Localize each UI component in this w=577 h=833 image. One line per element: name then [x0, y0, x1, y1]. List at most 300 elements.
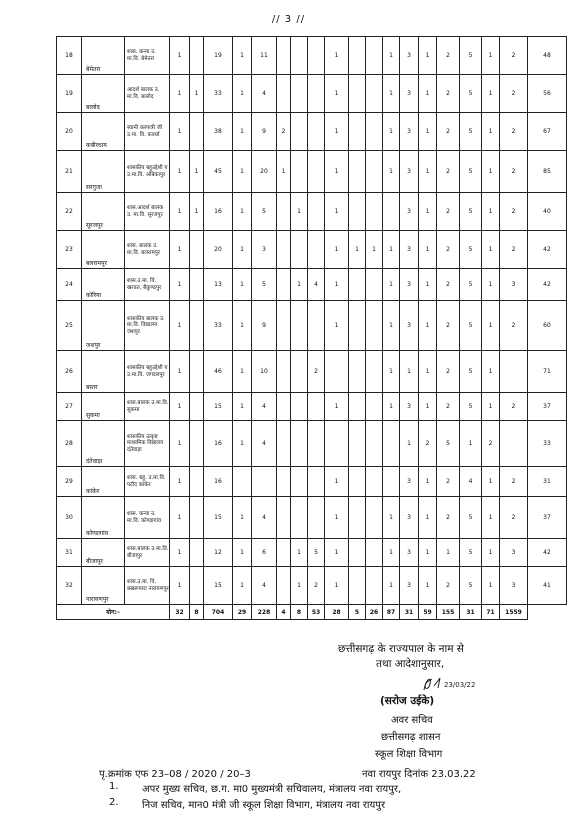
table-cell: 1	[482, 539, 500, 567]
table-cell: 1	[233, 75, 252, 113]
table-cell: 1	[170, 393, 190, 421]
table-cell: 1	[482, 393, 500, 421]
table-cell: 1	[419, 269, 437, 301]
table-cell: 6	[252, 539, 277, 567]
table-cell: 1	[419, 113, 437, 151]
table-cell	[325, 421, 349, 467]
table-cell: 1	[383, 567, 400, 605]
department-govt: छत्तीसगढ़ शासन	[381, 732, 441, 743]
table-cell: 1	[419, 567, 437, 605]
table-cell	[349, 393, 366, 421]
table-cell: 38	[204, 113, 233, 151]
table-cell	[325, 351, 349, 393]
table-cell	[291, 467, 308, 497]
table-cell: 3	[400, 151, 419, 193]
district-name: बीजापुर	[82, 539, 125, 567]
table-cell: 1	[325, 75, 349, 113]
table-cell: 1	[383, 497, 400, 539]
district-name: नारायणपुर	[82, 567, 125, 605]
table-cell: 42	[528, 539, 567, 567]
table-cell: 3	[400, 467, 419, 497]
table-cell: 1	[190, 75, 204, 113]
table-cell: 1	[482, 231, 500, 269]
table-cell	[349, 151, 366, 193]
table-cell: 1	[170, 421, 190, 467]
table-cell: 2	[277, 113, 291, 151]
table-cell: 1	[383, 231, 400, 269]
table-cell: 5	[460, 497, 482, 539]
table-cell	[366, 393, 383, 421]
table-row	[57, 193, 567, 231]
table-cell: 2	[482, 421, 500, 467]
table-cell	[366, 567, 383, 605]
table-cell: 5	[308, 539, 325, 567]
table-cell: 2	[500, 467, 528, 497]
district-name: कांकेर	[82, 467, 125, 497]
total-cell: 704	[204, 605, 233, 620]
table-cell: 2	[500, 497, 528, 539]
school-name: शास. कन्या उ. मा.वि. कोण्डागांव	[125, 497, 170, 539]
table-cell	[277, 393, 291, 421]
total-cell: 59	[419, 605, 437, 620]
table-cell: 1	[233, 351, 252, 393]
table-cell: 85	[528, 151, 567, 193]
handwritten-signature	[418, 674, 490, 694]
table-cell: 1	[233, 193, 252, 231]
table-cell	[308, 37, 325, 75]
table-cell: 1	[325, 37, 349, 75]
table-cell: 1	[170, 231, 190, 269]
table-cell: 1	[291, 193, 308, 231]
place-date: नवा रायपुर दिनांक 23.03.22	[362, 769, 476, 780]
table-cell	[277, 75, 291, 113]
table-cell	[366, 421, 383, 467]
table-cell	[366, 75, 383, 113]
total-cell: 87	[383, 605, 400, 620]
signatory-name: (सरोज उईके)	[380, 695, 435, 707]
district-name: बालोद	[82, 75, 125, 113]
total-cell: 8	[291, 605, 308, 620]
table-cell	[366, 193, 383, 231]
table-row	[57, 539, 567, 567]
district-name: जशपुर	[82, 301, 125, 351]
table-cell	[190, 269, 204, 301]
table-cell: 2	[419, 421, 437, 467]
serial-number: 20	[57, 113, 82, 151]
table-cell: 12	[204, 539, 233, 567]
table-cell: 1	[437, 539, 460, 567]
table-cell: 2	[500, 231, 528, 269]
table-cell: 1	[325, 113, 349, 151]
table-cell: 16	[204, 421, 233, 467]
table-cell: 4	[252, 75, 277, 113]
table-cell: 3	[500, 539, 528, 567]
table-cell	[366, 301, 383, 351]
table-cell: 1	[233, 113, 252, 151]
total-cell: 5	[349, 605, 366, 620]
table-cell: 37	[528, 497, 567, 539]
table-cell	[366, 497, 383, 539]
table-cell: 1	[383, 75, 400, 113]
table-cell: 1	[419, 301, 437, 351]
table-cell: 1	[482, 497, 500, 539]
table-cell	[190, 421, 204, 467]
designation: अवर सचिव	[391, 715, 433, 726]
table-cell: 56	[528, 75, 567, 113]
table-row	[57, 37, 567, 75]
table-cell	[277, 37, 291, 75]
table-cell: 2	[500, 301, 528, 351]
table-cell	[291, 421, 308, 467]
table-cell	[291, 497, 308, 539]
reference-number: पृ.क्रमांक एफ 23–08 / 2020 / 20–3	[99, 769, 251, 780]
table-cell	[233, 467, 252, 497]
table-cell: 4	[252, 421, 277, 467]
table-cell: 1	[291, 567, 308, 605]
table-cell	[349, 351, 366, 393]
table-cell	[349, 301, 366, 351]
total-cell: 155	[437, 605, 460, 620]
table-row	[57, 231, 567, 269]
table-cell: 60	[528, 301, 567, 351]
table-cell: 4	[252, 567, 277, 605]
table-cell: 5	[460, 539, 482, 567]
table-cell	[366, 539, 383, 567]
serial-number: 27	[57, 393, 82, 421]
table-cell	[349, 421, 366, 467]
serial-number: 29	[57, 467, 82, 497]
table-row	[57, 113, 567, 151]
table-cell: 16	[204, 193, 233, 231]
table-cell	[291, 231, 308, 269]
table-cell	[277, 301, 291, 351]
table-cell: 1	[170, 75, 190, 113]
district-name: बस्तर	[82, 351, 125, 393]
table-cell	[190, 539, 204, 567]
copy-recipient: निज सचिव, मान0 मंत्री जी स्कूल शिक्षा विभाग, मंत्रालय नवा रायपुर	[142, 800, 386, 811]
table-cell: 1	[400, 421, 419, 467]
table-cell	[291, 113, 308, 151]
table-cell: 48	[528, 37, 567, 75]
district-name: दंतेवाड़ा	[82, 421, 125, 467]
table-cell: 1	[349, 231, 366, 269]
table-cell: 1	[482, 301, 500, 351]
table-cell: 2	[437, 37, 460, 75]
serial-number: 32	[57, 567, 82, 605]
table-cell: 3	[400, 37, 419, 75]
table-cell: 1	[170, 151, 190, 193]
table-cell: 1	[482, 351, 500, 393]
table-cell: 1	[419, 37, 437, 75]
table-cell	[291, 37, 308, 75]
table-cell	[190, 467, 204, 497]
table-cell: 1	[383, 151, 400, 193]
table-cell: 1	[233, 151, 252, 193]
school-name: शास.उ.मा. वि. खरवत, बैकुण्ठपुर	[125, 269, 170, 301]
table-cell	[366, 37, 383, 75]
table-cell: 1	[277, 151, 291, 193]
table-cell: 1	[419, 467, 437, 497]
table-cell: 1	[233, 231, 252, 269]
table-row	[57, 351, 567, 393]
table-cell: 1	[190, 193, 204, 231]
table-cell: 5	[460, 37, 482, 75]
school-name: शास.उ.मा. वि. बखरूपारा नारायणपुर	[125, 567, 170, 605]
table-cell: 1	[366, 231, 383, 269]
table-cell: 1	[383, 113, 400, 151]
table-row	[57, 75, 567, 113]
table-cell: 3	[252, 231, 277, 269]
serial-number: 22	[57, 193, 82, 231]
table-cell	[190, 393, 204, 421]
table-cell: 3	[400, 269, 419, 301]
table-cell: 1	[233, 497, 252, 539]
table-cell: 1	[419, 393, 437, 421]
table-cell	[349, 539, 366, 567]
table-cell	[308, 421, 325, 467]
table-cell: 2	[437, 151, 460, 193]
table-cell	[277, 497, 291, 539]
table-cell: 1	[170, 301, 190, 351]
table-cell	[308, 193, 325, 231]
table-cell: 1	[170, 113, 190, 151]
table-row	[57, 497, 567, 539]
district-name: कोण्डागांव	[82, 497, 125, 539]
table-cell: 5	[460, 231, 482, 269]
table-cell: 10	[252, 351, 277, 393]
table-cell: 1	[170, 351, 190, 393]
district-name: कोरिया	[82, 269, 125, 301]
district-name: कबीरधाम	[82, 113, 125, 151]
table-cell: 1	[325, 151, 349, 193]
table-cell	[190, 37, 204, 75]
table-cell: 1	[419, 151, 437, 193]
table-cell: 2	[437, 497, 460, 539]
table-cell: 1	[482, 567, 500, 605]
table-cell	[308, 151, 325, 193]
school-name: शास. कन्या उ. मा.वि. बेमेतरा	[125, 37, 170, 75]
total-cell: 4	[277, 605, 291, 620]
school-name: शासकीय बालक उ. मा.वि. विद्यालय जशपुर	[125, 301, 170, 351]
table-cell: 3	[400, 231, 419, 269]
table-cell	[190, 301, 204, 351]
table-cell	[366, 351, 383, 393]
table-cell: 5	[460, 567, 482, 605]
table-cell: 5	[460, 75, 482, 113]
school-name: शास.आदर्श बालक उ. मा.वि. सूरजपुर	[125, 193, 170, 231]
table-cell	[308, 75, 325, 113]
table-cell: 2	[437, 301, 460, 351]
table-cell: 1	[482, 467, 500, 497]
table-cell: 3	[400, 539, 419, 567]
table-cell	[277, 193, 291, 231]
table-cell: 2	[437, 231, 460, 269]
table-cell	[277, 421, 291, 467]
table-cell: 5	[460, 113, 482, 151]
table-cell	[291, 301, 308, 351]
table-cell: 1	[170, 539, 190, 567]
district-name: बेमेतरा	[82, 37, 125, 75]
district-name: सुकमा	[82, 393, 125, 421]
table-cell	[308, 231, 325, 269]
table-cell: 3	[400, 497, 419, 539]
table-cell: 4	[460, 467, 482, 497]
serial-number: 25	[57, 301, 82, 351]
table-cell: 1	[419, 231, 437, 269]
table-cell: 3	[400, 301, 419, 351]
table-cell: 1	[419, 351, 437, 393]
table-cell: 3	[400, 75, 419, 113]
school-name: शास.बालक उ.मा.वि. सुकमा	[125, 393, 170, 421]
table-cell: 2	[437, 269, 460, 301]
table-cell	[190, 567, 204, 605]
table-cell: 67	[528, 113, 567, 151]
table-cell: 5	[460, 351, 482, 393]
table-cell: 5	[252, 269, 277, 301]
district-name: बलरामपुर	[82, 231, 125, 269]
table-cell	[252, 467, 277, 497]
table-cell: 46	[204, 351, 233, 393]
table-cell: 1	[419, 539, 437, 567]
table-cell	[366, 467, 383, 497]
table-cell	[277, 231, 291, 269]
table-cell: 11	[252, 37, 277, 75]
table-cell: 2	[437, 193, 460, 231]
table-cell: 2	[437, 351, 460, 393]
table-cell: 5	[460, 151, 482, 193]
table-cell: 13	[204, 269, 233, 301]
serial-number: 23	[57, 231, 82, 269]
table-cell: 1	[460, 421, 482, 467]
table-cell: 33	[204, 301, 233, 351]
table-cell	[277, 467, 291, 497]
table-cell	[349, 497, 366, 539]
school-name: स्वामी करपात्री जी उ.मा. वि. कवर्धा	[125, 113, 170, 151]
table-cell	[291, 151, 308, 193]
district-name: सरगुजा	[82, 151, 125, 193]
table-cell: 20	[204, 231, 233, 269]
table-cell	[366, 151, 383, 193]
serial-number: 31	[57, 539, 82, 567]
table-cell: 1	[383, 301, 400, 351]
table-cell	[349, 75, 366, 113]
table-cell: 1	[170, 193, 190, 231]
table-cell: 1	[419, 497, 437, 539]
table-cell	[308, 393, 325, 421]
total-cell: 26	[366, 605, 383, 620]
total-cell: 31	[400, 605, 419, 620]
table-cell: 3	[400, 193, 419, 231]
serial-number: 18	[57, 37, 82, 75]
copy-number: 2.	[109, 797, 119, 808]
table-cell: 3	[400, 393, 419, 421]
table-cell: 16	[204, 467, 233, 497]
table-cell: 2	[437, 393, 460, 421]
table-cell	[190, 497, 204, 539]
table-cell	[383, 467, 400, 497]
school-name: शास.बालक उ.मा.वि. बीजापुर	[125, 539, 170, 567]
table-cell	[190, 113, 204, 151]
table-cell: 1	[482, 75, 500, 113]
table-cell: 2	[500, 37, 528, 75]
table-cell: 1	[233, 301, 252, 351]
table-cell: 3	[500, 567, 528, 605]
serial-number: 26	[57, 351, 82, 393]
table-cell: 1	[233, 37, 252, 75]
table-cell: 2	[500, 75, 528, 113]
table-cell	[383, 421, 400, 467]
table-cell: 1	[190, 151, 204, 193]
department-name: स्कूल शिक्षा विभाग	[375, 749, 443, 760]
table-cell: 9	[252, 301, 277, 351]
table-cell	[349, 567, 366, 605]
total-cell: 32	[170, 605, 190, 620]
table-cell: 1	[482, 113, 500, 151]
table-cell: 1	[325, 467, 349, 497]
table-cell: 1	[170, 467, 190, 497]
total-label: योग:–	[57, 605, 170, 620]
table-cell: 1	[291, 539, 308, 567]
table-cell	[190, 351, 204, 393]
table-cell	[277, 567, 291, 605]
table-cell	[277, 539, 291, 567]
table-cell: 42	[528, 269, 567, 301]
table-cell: 33	[528, 421, 567, 467]
table-cell: 20	[252, 151, 277, 193]
table-cell: 1	[482, 151, 500, 193]
order-line: तथा आदेशानुसार,	[376, 658, 445, 670]
table-row	[57, 301, 567, 351]
table-cell: 2	[500, 193, 528, 231]
table-cell: 19	[204, 37, 233, 75]
table-cell: 1	[383, 37, 400, 75]
school-name: शासकीय उत्कृष्ट माध्यमिक विद्यालय दंतेवाड़ा	[125, 421, 170, 467]
table-cell: 42	[528, 231, 567, 269]
table-cell: 2	[308, 567, 325, 605]
table-cell: 5	[460, 193, 482, 231]
table-cell	[291, 75, 308, 113]
table-cell: 1	[325, 539, 349, 567]
table-cell: 1	[400, 351, 419, 393]
page-number: // 3 //	[271, 14, 306, 25]
table-cell: 2	[500, 393, 528, 421]
table-row	[57, 269, 567, 301]
governor-order-line: छत्तीसगढ़ के राज्यपाल के नाम से	[338, 643, 464, 655]
table-cell: 1	[233, 269, 252, 301]
table-row	[57, 393, 567, 421]
serial-number: 21	[57, 151, 82, 193]
table-cell: 15	[204, 497, 233, 539]
table-cell: 9	[252, 113, 277, 151]
table-cell	[366, 269, 383, 301]
table-cell: 1	[170, 269, 190, 301]
table-cell: 1	[291, 269, 308, 301]
table-cell	[366, 113, 383, 151]
table-cell: 1	[383, 351, 400, 393]
table-cell: 1	[482, 37, 500, 75]
table-cell: 5	[460, 301, 482, 351]
table-cell: 15	[204, 567, 233, 605]
table-cell: 1	[419, 75, 437, 113]
table-cell: 37	[528, 393, 567, 421]
table-cell: 45	[204, 151, 233, 193]
total-row	[57, 605, 567, 620]
table-cell: 1	[325, 193, 349, 231]
table-cell: 1	[233, 567, 252, 605]
table-cell	[190, 231, 204, 269]
table-cell: 1	[383, 269, 400, 301]
table-cell: 2	[500, 113, 528, 151]
